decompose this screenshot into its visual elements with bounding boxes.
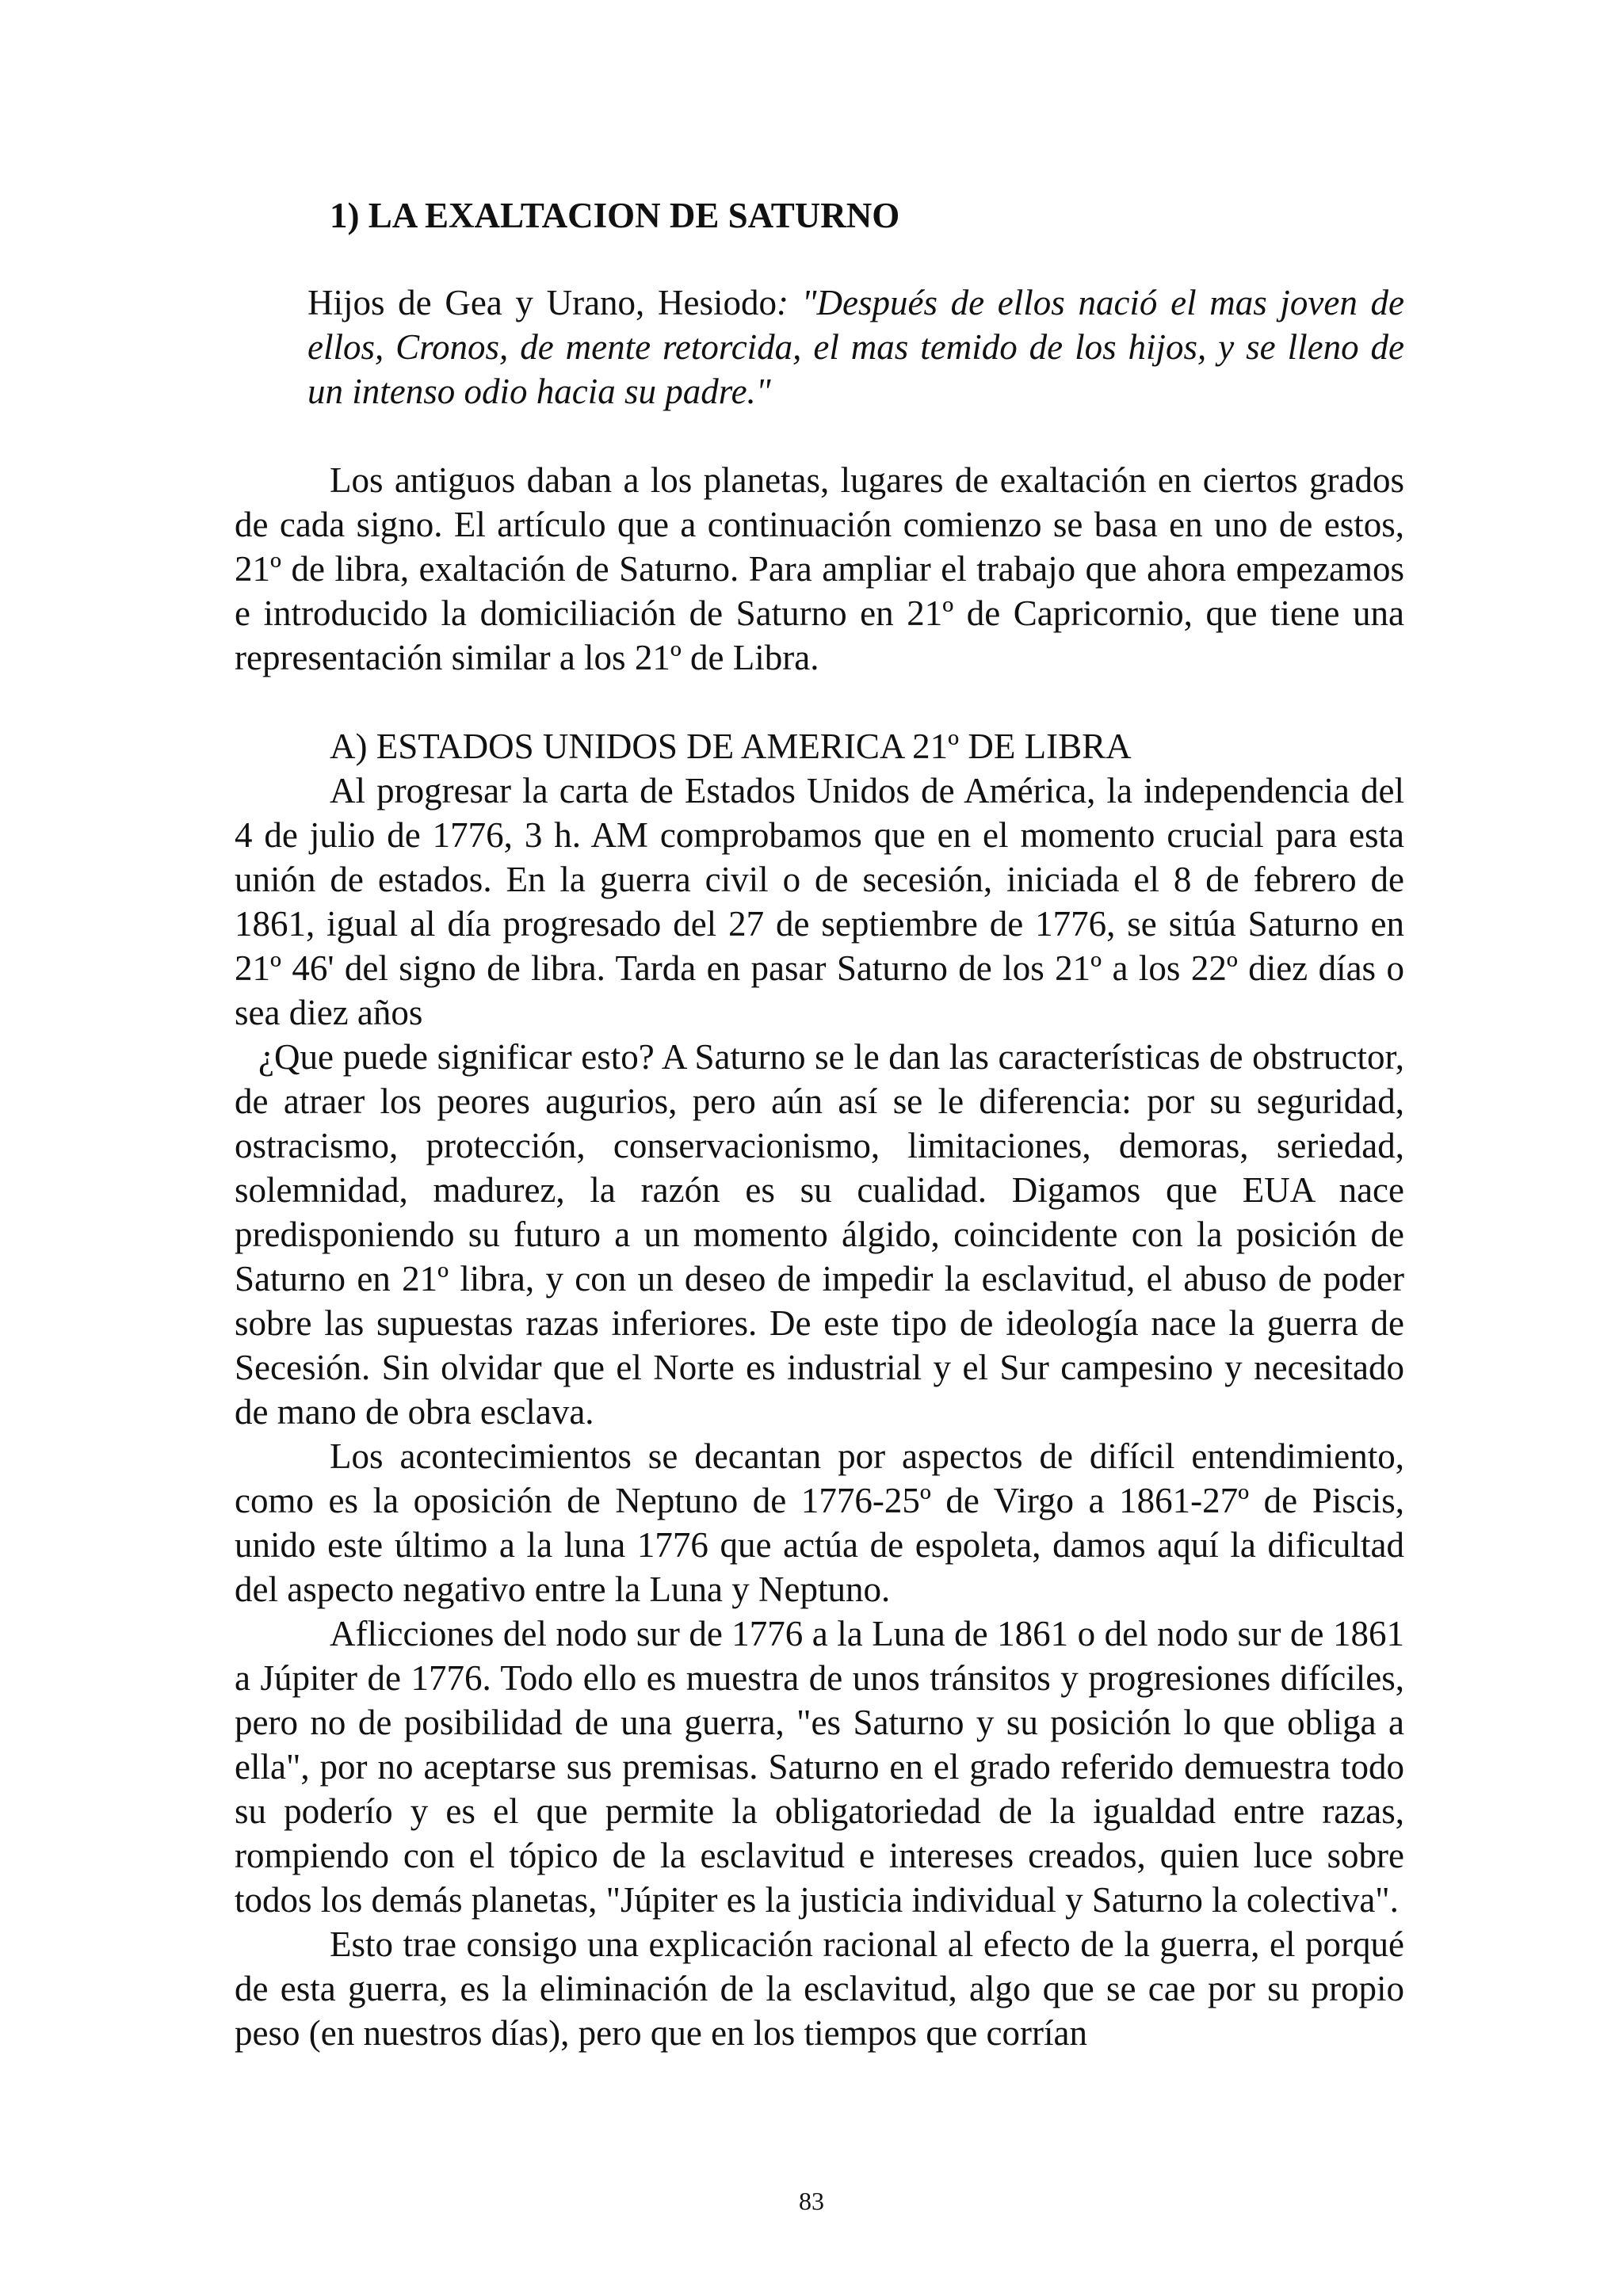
quote-text: : "Después de ellos nació el mas joven de ellos, Cronos, de mente retorcida, el mas temido de los hijos, y se lleno de un intenso odio hacia su padre." bbox=[307, 283, 1405, 411]
paragraph-progression: Al progresar la carta de Estados Unidos de América, la independencia del 4 de julio de 1776, 3 h. AM comprobamos que en el momento crucial para esta unión de estados. En la guerra civil o de secesión, iniciada el 8 de febrero de 1861, igual al día progresado del 27 de septiembre de 1776, se sitúa Saturno en 21º 46' del signo de libra. Tarda en pasar Saturno de los 21º a los 22º diez días o sea diez años bbox=[235, 771, 1404, 1032]
quote-lead: Hijos de Gea y Urano, Hesiodo bbox=[307, 283, 777, 322]
section-title: 1) LA EXALTACION DE SATURNO bbox=[330, 196, 900, 235]
document-body bbox=[235, 458, 1404, 2055]
paragraph-war-explanation: Esto trae consigo una explicación racional al efecto de la guerra, el porqué de esta guerra, es la eliminación de la esclavitud, algo que se cae por su propio peso (en nuestros días), pero que en los tiempos que corrían bbox=[235, 1924, 1404, 2053]
paragraph-exaltation: Los antiguos daban a los planetas, lugares de exaltación en ciertos grados de cada signo. El artículo que a continuación comienzo se basa en uno de estos, 21º de libra, exaltación de Saturno. Para ampliar el trabajo que ahora empezamos e introducido la domiciliación de Saturno en 21º de Capricornio, que tiene una representación similar a los 21º de Libra. bbox=[235, 460, 1404, 677]
paragraph-afflictions: Aflicciones del nodo sur de 1776 a la Luna de 1861 o del nodo sur de 1861 a Júpiter de 1776. Todo ello es muestra de unos tránsitos y progresiones difíciles, pero no de posibilidad de una guerra, "es Saturno y su posición lo que obliga a ella", por no aceptarse sus premisas. Saturno en el grado referido demuestra todo su poderío y es el que permite la obligatoriedad de la igualdad entre razas, rompiendo con el tópico de la esclavitud e intereses creados, quien luce sobre todos los demás planetas, "Júpiter es la justicia individual y Saturno la colectiva". bbox=[235, 1614, 1404, 1920]
subsection-heading: A) ESTADOS UNIDOS DE AMERICA 21º DE LIBRA bbox=[330, 727, 1132, 766]
page-number: 83 bbox=[799, 2187, 824, 2215]
hesiod-quote bbox=[307, 280, 1404, 414]
paragraph-events: Los acontecimientos se decantan por aspectos de difícil entendimiento, como es la oposición de Neptuno de 1776-25º de Virgo a 1861-27º de Piscis, unido este último a la luna 1776 que actúa de espoleta, damos aquí la dificultad del aspecto negativo entre la Luna y Neptuno. bbox=[235, 1436, 1404, 1609]
paragraph-saturn-meaning: ¿Que puede significar esto? A Saturno se le dan las características de obstructor, de atraer los peores augurios, pero aún así se le diferencia: por su seguridad, ostracismo, protección, conservacionismo, limitaciones, demoras, seriedad, solemnidad, madurez, la razón es su cualidad. Digamos que EUA nace predisponiendo su futuro a un momento álgido, coincidente con la posición de Saturno en 21º libra, y con un deseo de impedir la esclavitud, el abuso de poder sobre las supuestas razas inferiores. De este tipo de ideología nace la guerra de Secesión. Sin olvidar que el Norte es industrial y el Sur campesino y necesitado de mano de obra esclava. bbox=[235, 1037, 1404, 1432]
